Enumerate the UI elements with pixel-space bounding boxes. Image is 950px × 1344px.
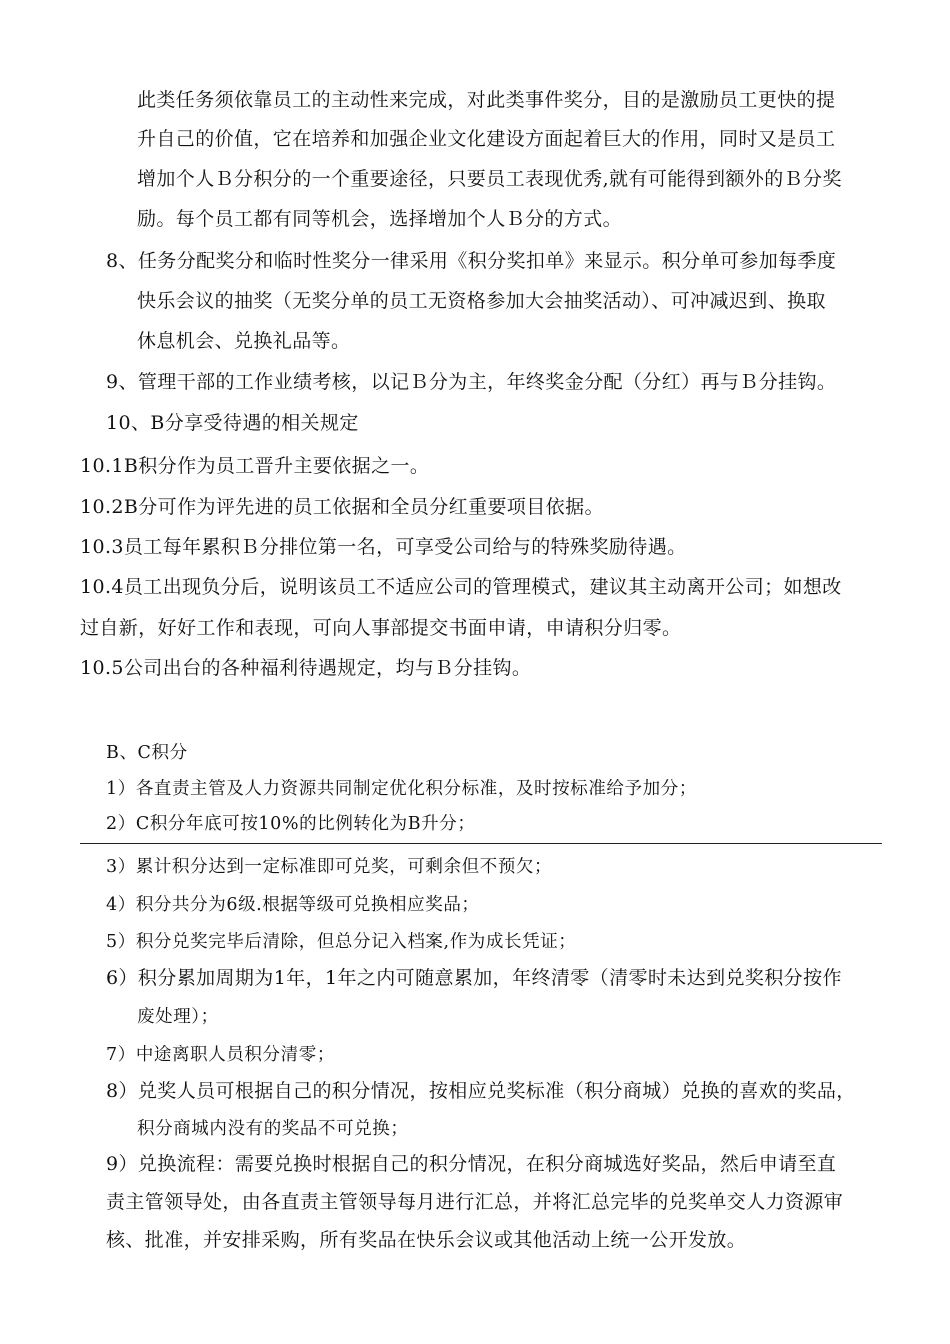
paragraph-9: 9、管理干部的工作业绩考核，以记Ｂ分为主，年终奖金分配（分红）再与Ｂ分挂钩。 [106, 371, 837, 393]
clause-10-3: 10.3员工每年累积Ｂ分排位第一名，可享受公司给与的特殊奖励待遇。 [80, 536, 687, 558]
bc-item-6-line-1: 6）积分累加周期为1年，1年之内可随意累加，年终清零（清零时未达到兑奖积分按作 [106, 967, 842, 989]
paragraph-7-line-2: 升自己的价值，它在培养和加强企业文化建设方面起着巨大的作用，同时又是员工 [137, 128, 836, 150]
bc-item-1: 1）各直责主管及人力资源共同制定优化积分标准，及时按标准给予加分； [106, 779, 697, 799]
horizontal-divider [80, 843, 882, 844]
bc-item-8-line-1: 8）兑奖人员可根据自己的积分情况，按相应兑奖标准（积分商城）兑换的喜欢的奖品， [106, 1080, 856, 1102]
bc-item-4: 4）积分共分为6级.根据等级可兑换相应奖品； [106, 895, 480, 915]
clause-10-1: 10.1B积分作为员工晋升主要依据之一。 [80, 455, 430, 477]
paragraph-10-heading: 10、B分享受待遇的相关规定 [106, 412, 359, 434]
bc-item-8-line-2: 积分商城内没有的奖品不可兑换； [137, 1119, 409, 1139]
bc-item-9-line-3: 核、批准，并安排采购，所有奖品在快乐会议或其他活动上统一公开发放。 [106, 1229, 747, 1251]
paragraph-7-line-1: 此类任务须依靠员工的主动性来完成，对此类事件奖分，目的是激励员工更快的提 [137, 89, 836, 111]
paragraph-8-line-3: 休息机会、兑换礼品等。 [137, 330, 351, 352]
bc-item-9-line-2: 责主管领导处，由各直责主管领导每月进行汇总，并将汇总完毕的兑奖单交人力资源审 [106, 1191, 844, 1213]
clause-10-4-line-1: 10.4员工出现负分后，说明该员工不适应公司的管理模式，建议其主动离开公司；如想改 [80, 576, 842, 598]
bc-item-9-line-1: 9）兑换流程：需要兑换时根据自己的积分情况，在积分商城选好奖品，然后申请至直 [106, 1153, 837, 1175]
paragraph-8-line-1: 8、任务分配奖分和临时性奖分一律采用《积分奖扣单》来显示。积分单可参加每季度 [106, 250, 837, 272]
bc-item-7: 7）中途离职人员积分清零； [106, 1045, 335, 1065]
clause-10-4-line-2: 过自新，好好工作和表现，可向人事部提交书面申请，申请积分归零。 [80, 617, 682, 639]
paragraph-7-line-3: 增加个人Ｂ分积分的一个重要途径，只要员工表现优秀,就有可能得到额外的Ｂ分奖 [137, 168, 842, 190]
clause-10-2: 10.2B分可作为评先进的员工依据和全员分红重要项目依据。 [80, 496, 604, 518]
bc-item-6-line-2: 废处理）； [137, 1007, 219, 1027]
paragraph-8-line-2: 快乐会议的抽奖（无奖分单的员工无资格参加大会抽奖活动）、可冲减迟到、换取 [137, 290, 826, 312]
clause-10-5: 10.5公司出台的各种福利待遇规定，均与Ｂ分挂钩。 [80, 657, 532, 679]
section-heading-bc-points: B、C积分 [106, 743, 188, 763]
bc-item-5: 5）积分兑奖完毕后清除，但总分记入档案,作为成长凭证； [106, 932, 577, 952]
bc-item-2: 2）C积分年底可按10%的比例转化为B升分； [106, 814, 476, 834]
bc-item-3: 3）累计积分达到一定标准即可兑奖，可剩余但不预欠； [106, 857, 553, 877]
paragraph-7-line-4: 励。每个员工都有同等机会，选择增加个人Ｂ分的方式。 [137, 208, 623, 230]
